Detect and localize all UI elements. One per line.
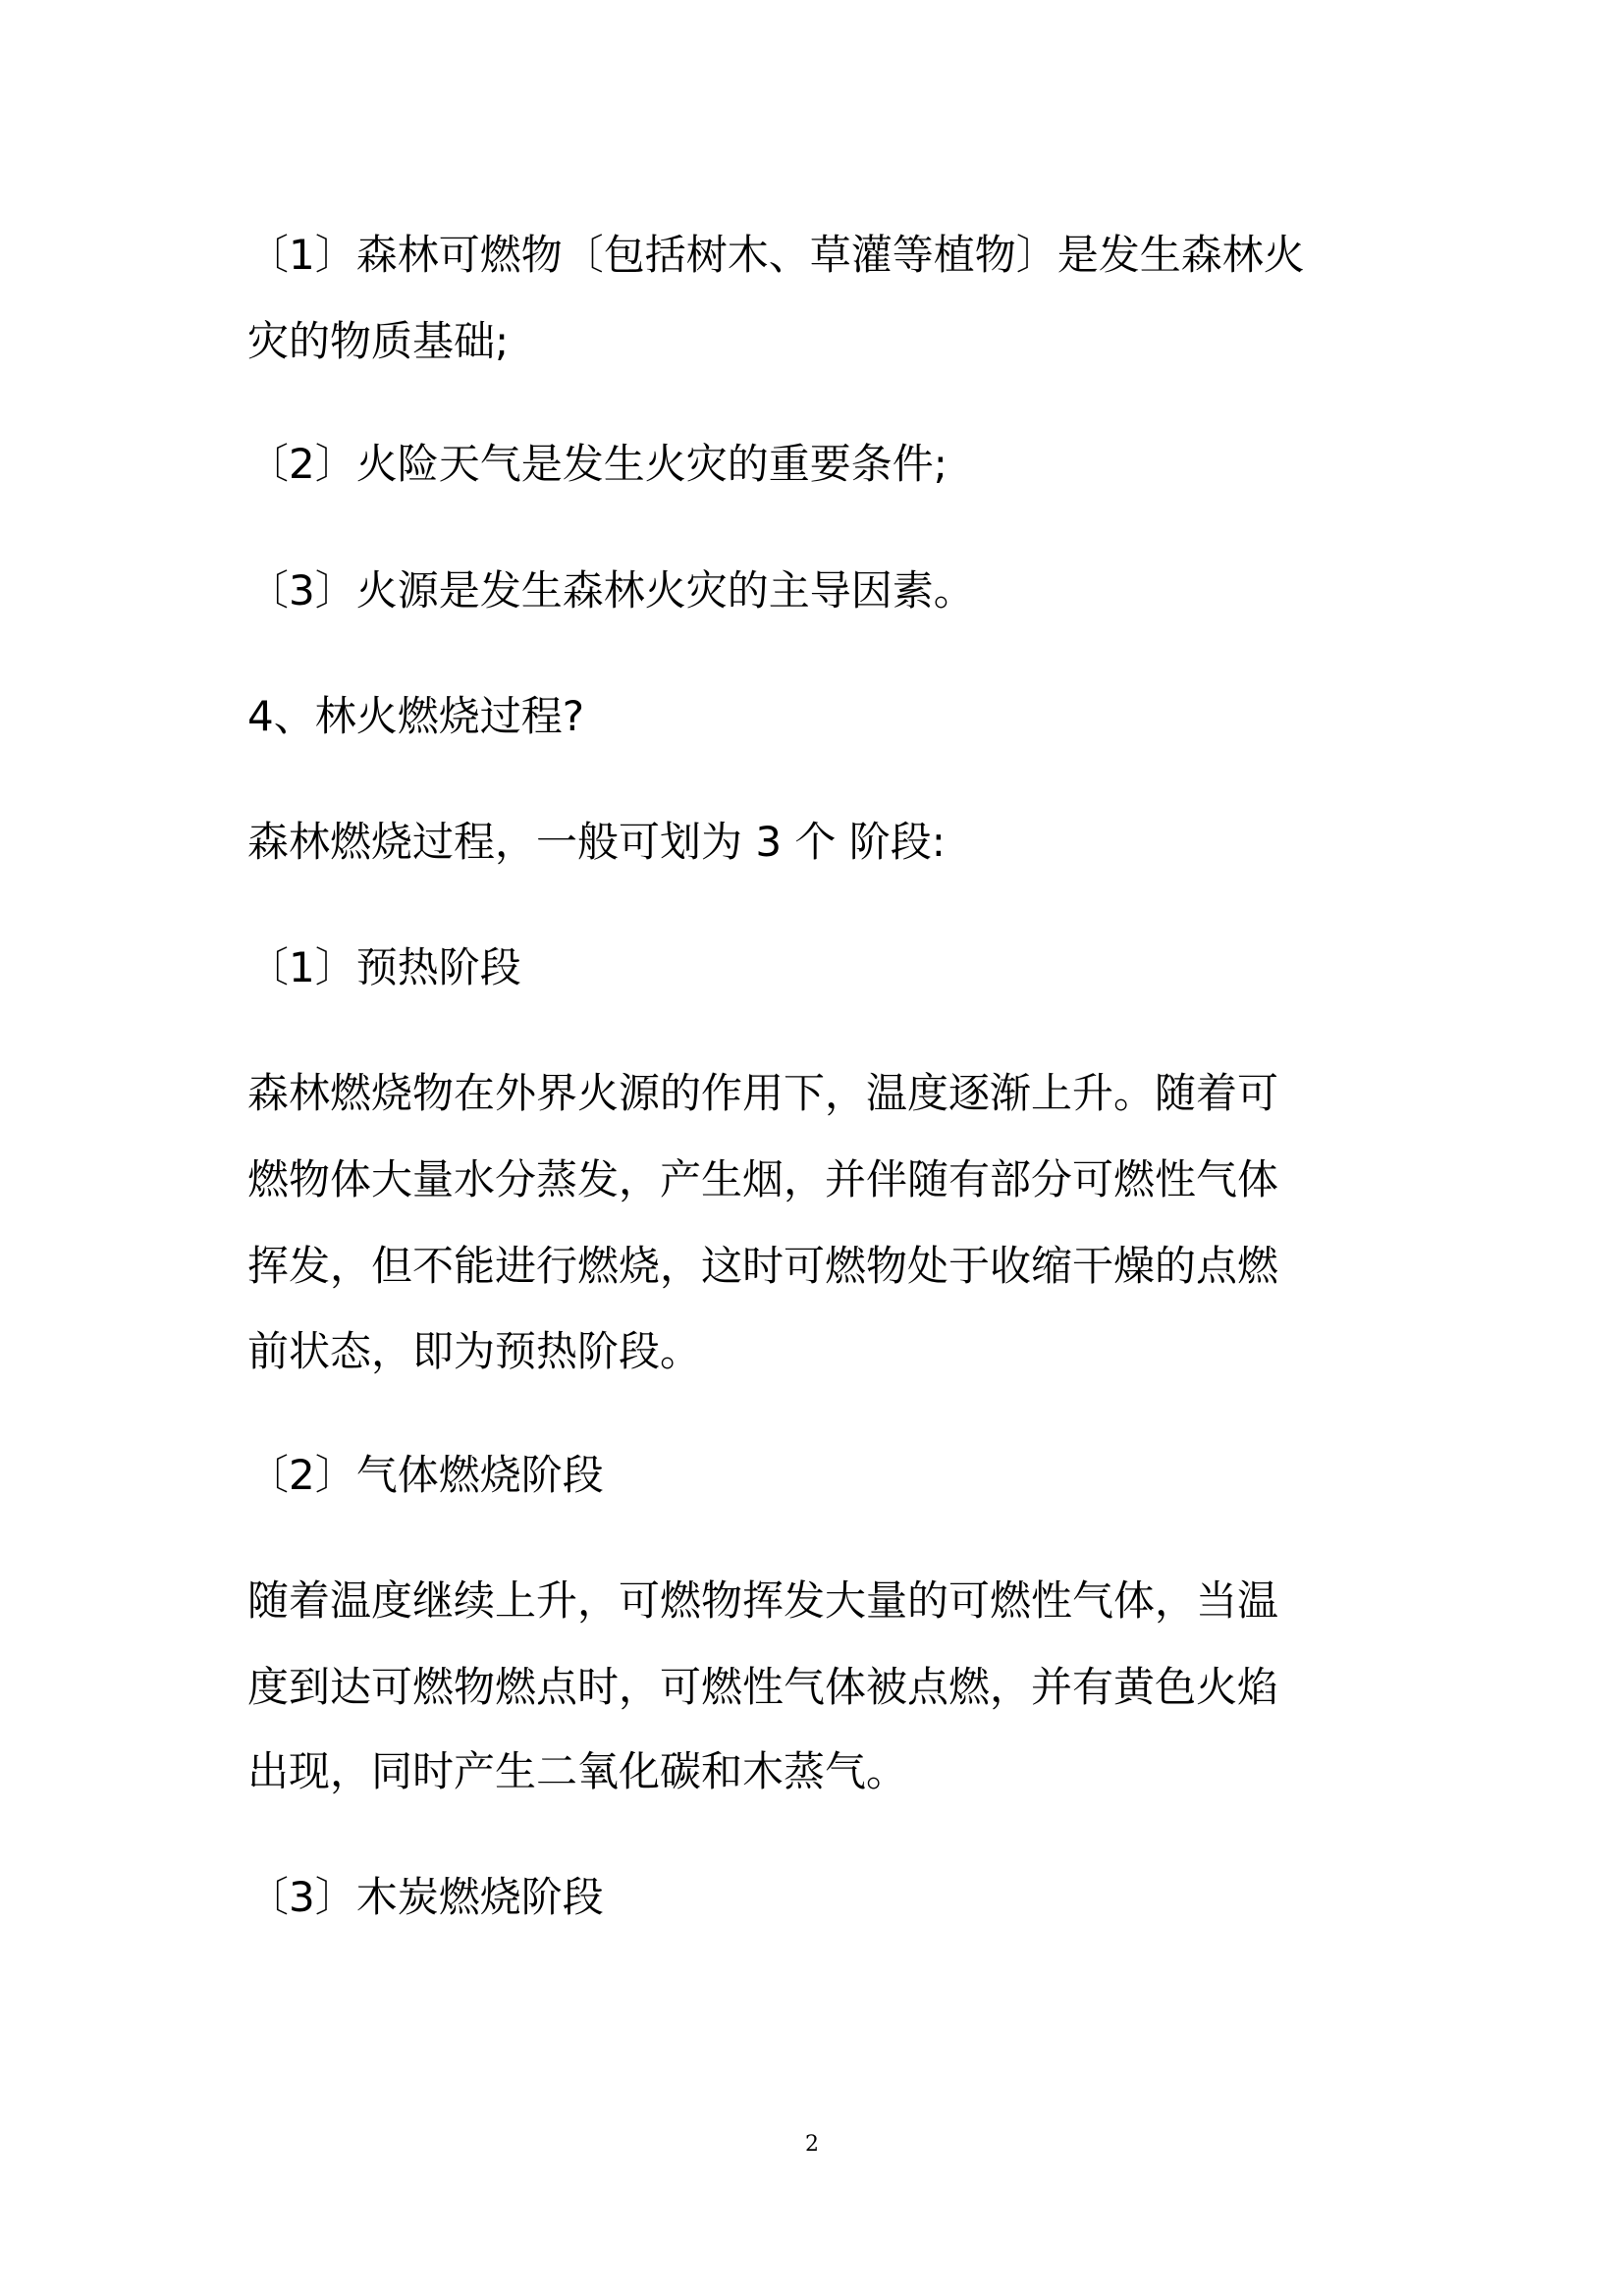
text-line: 度到达可燃物燃点时，可燃性气体被点燃，并有黄色火焰 (247, 1663, 1279, 1711)
text-line: 〔1〕森林可燃物〔包括树木、草灌等植物〕是发生森林火 (247, 231, 1305, 279)
text-line: 森林燃烧过程，一般可划为 3 个 阶段: (247, 818, 946, 866)
text-line: 〔3〕火源是发生森林火灾的主导因素。 (247, 566, 975, 614)
subheading: 〔2〕气体燃烧阶段 (247, 1451, 604, 1499)
subheading: 〔3〕木炭燃烧阶段 (247, 1873, 604, 1921)
text-line: 〔2〕火险天气是发生火灾的重要条件; (247, 440, 947, 488)
text-line: 灾的物质基础; (247, 317, 510, 365)
subheading: 〔1〕预热阶段 (247, 943, 521, 991)
text-line: 森林燃烧物在外界火源的作用下，温度逐渐上升。随着可 (247, 1069, 1279, 1117)
text-line: 出现，同时产生二氧化碳和木蒸气。 (247, 1747, 908, 1795)
text-line: 挥发，但不能进行燃烧，这时可燃物处于收缩干燥的点燃 (247, 1242, 1279, 1290)
page-number: 2 (805, 2132, 819, 2157)
text-line: 燃物体大量水分蒸发，产生烟，并伴随有部分可燃性气体 (247, 1155, 1279, 1203)
section-heading: 4、林火燃烧过程? (247, 692, 585, 740)
text-line: 前状态，即为预热阶段。 (247, 1327, 702, 1375)
text-line: 随着温度继续上升，可燃物挥发大量的可燃性气体，当温 (247, 1576, 1279, 1625)
